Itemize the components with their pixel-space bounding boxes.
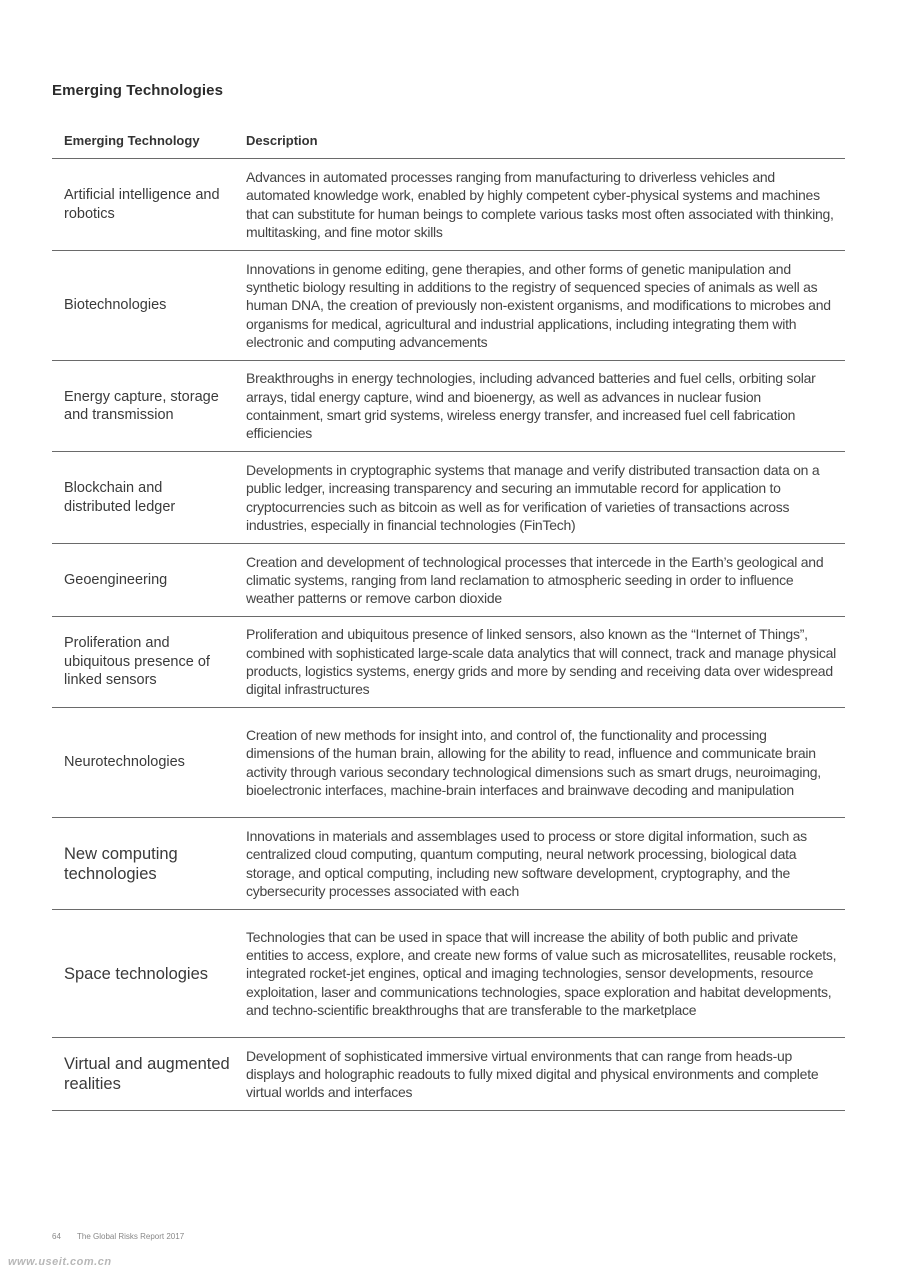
row-technology: Neurotechnologies <box>64 754 185 771</box>
table-row <box>52 159 845 251</box>
page-footer <box>52 1232 184 1241</box>
row-description: Creation of new methods for insight into, and control of, the functionality and processing dimensions of the human brain, allowing for the ability to read, influence and communicate brain activity through various secondary technological dimensions such as smart drugs, neuroimaging, bioelectronic interfaces, machine-brain interfaces and brainwave decoding and manipulation <box>246 726 821 798</box>
page-number: 64 <box>52 1232 61 1241</box>
table-row <box>52 251 845 361</box>
table-row <box>52 910 845 1038</box>
table-row <box>52 617 845 708</box>
row-technology: Geoengineering <box>64 571 168 588</box>
row-description: Advances in automated processes ranging from manufacturing to driverless vehicles and automated knowledge work, enabled by highly competent cyber-physical systems and machines that can substitute for human beings to complete various tasks most often associated with thinking, multitasking, and fine motor skills <box>246 168 834 240</box>
row-technology: Space technologies <box>64 964 209 983</box>
row-description: Development of sophisticated immersive virtual environments that can range from heads-up displays and holographic readouts to fully mixed digital and physical environments and complete virtual worlds and interfaces <box>246 1047 819 1101</box>
row-technology: New computing technologies <box>64 844 178 883</box>
row-technology: Artificial intelligence and robotics <box>64 187 220 222</box>
watermark: www.useit.com.cn <box>8 1256 112 1268</box>
report-title: The Global Risks Report 2017 <box>76 1232 185 1241</box>
row-description: Innovations in materials and assemblages used to process or store digital information, such as centralized cloud computing, quantum computing, neural network processing, biological data storage, and optical computing, including new software development, cryptography, and the cybersecurity processes associated with each <box>246 827 807 899</box>
row-description: Proliferation and ubiquitous presence of linked sensors, also known as the “Internet of Things”, combined with sophisticated large-scale data analytics that will connect, track and manage physical products, logistics systems, energy grids and more by sending and receiving data over widespread digital infrastructures <box>246 626 837 698</box>
row-technology: Proliferation and ubiquitous presence of linked sensors <box>64 635 210 689</box>
row-technology: Virtual and augmented realities <box>64 1055 230 1093</box>
table-row <box>52 544 845 617</box>
row-technology: Biotechnologies <box>64 297 167 314</box>
row-description: Creation and development of technological processes that intercede in the Earth’s geological and climatic systems, ranging from land reclamation to atmospheric seeding in order to influence weather patterns or remove carbon dioxide <box>246 553 824 607</box>
table-row <box>52 708 845 818</box>
emerging-technologies-table <box>52 122 845 1111</box>
header-description: Description <box>246 132 318 148</box>
row-technology: Energy capture, storage and transmission <box>64 388 219 423</box>
table-row <box>52 361 845 452</box>
row-description: Developments in cryptographic systems that manage and verify distributed transaction data on a public ledger, increasing transparency and securing an immutable record for application to cryptocurrencies such as bitcoin as well as for verification of varieties of transactions across industries, especially in financial technologies (FinTech) <box>246 461 820 533</box>
table-row <box>52 1038 845 1111</box>
table-row <box>52 452 845 544</box>
row-description: Technologies that can be used in space that will increase the ability of both public and private entities to access, explore, and create new forms of value such as microsatellites, reusable rockets, integrated rocket-jet engines, optical and imaging technologies, sensor developments, resource exploitation, laser and communications technologies, space exploration and habitat developments, and techno-scientific breakthroughs that are transferable to the marketplace <box>246 928 837 1018</box>
table-row <box>52 818 845 910</box>
header-technology: Emerging Technology <box>64 132 200 148</box>
row-technology: Blockchain and distributed ledger <box>64 480 176 515</box>
table-header <box>52 122 845 159</box>
row-description: Innovations in genome editing, gene therapies, and other forms of genetic manipulation and synthetic biology resulting in additions to the registry of sequenced species of animals as well as human DNA, the creation of previously non-existent organisms, and modifications to microbes and organisms for medical, agricultural and industrial applications, including integrating them with electronic and computing advancements <box>246 260 831 350</box>
page-title: Emerging Technologies <box>52 82 224 99</box>
row-description: Breakthroughs in energy technologies, including advanced batteries and fuel cells, orbiting solar arrays, tidal energy capture, wind and bioenergy, as well as advances in nuclear fusion containment, smart grid systems, wireless energy transfer, and increased fuel cell fabrication efficiencies <box>246 370 816 442</box>
